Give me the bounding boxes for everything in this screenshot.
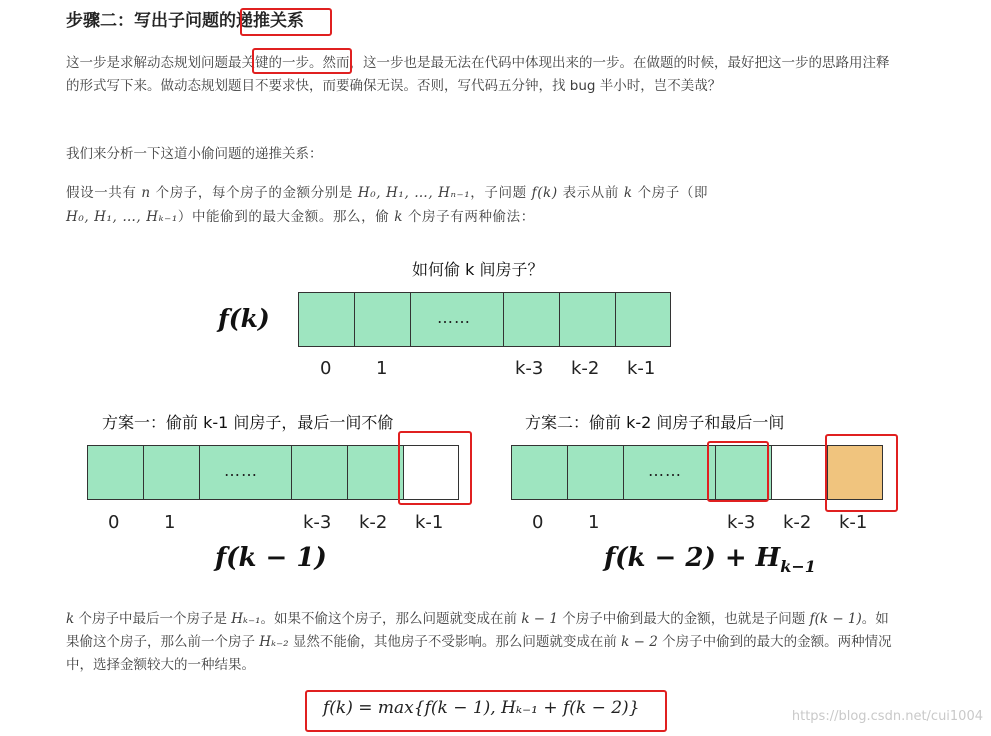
plan1-house-0 xyxy=(87,445,144,500)
p4-t1: 个房子中最后一个房子是 xyxy=(74,611,232,627)
plan2-k1-box xyxy=(825,434,898,512)
math-k-2: k xyxy=(394,209,404,225)
top-ellipsis: …… xyxy=(437,308,471,327)
para1-highlight-box xyxy=(252,48,352,74)
plan2-formula xyxy=(604,543,816,576)
p4-t4: 。如果偷这个房子，那么前一个房子 xyxy=(66,611,889,650)
top-house-0 xyxy=(298,292,355,347)
top-label-k2: k-2 xyxy=(571,358,600,379)
plan2-k3-box xyxy=(707,441,769,502)
p3-t1: 假设一共有 xyxy=(66,185,142,201)
paragraph-definition xyxy=(66,181,902,229)
math-h-sequence-k: H₀, H₁, …, Hₖ₋₁ xyxy=(66,209,178,225)
top-house-k3 xyxy=(503,292,560,347)
plan1-house-k3 xyxy=(291,445,348,500)
watermark: https://blog.csdn.net/cui1004 xyxy=(791,709,983,724)
top-label-k1: k-1 xyxy=(627,358,656,379)
p4-t3: 个房子中偷到最大的金额，也就是子问题 xyxy=(558,611,810,627)
top-label-0: 0 xyxy=(320,358,332,379)
p3-t5: 个房子（即 xyxy=(632,185,709,201)
plan1-label-k2: k-2 xyxy=(359,512,388,533)
p3-t3: ，子问题 xyxy=(470,185,532,201)
plan1-formula: f(k − 1) xyxy=(215,543,327,573)
p4-t5: 显然不能偷，其他房子不受影响。那么问题就变成在前 xyxy=(288,634,622,650)
paragraph-recurrence-explanation xyxy=(66,608,902,677)
p3-t2: 个房子，每个房子的金额分别是 xyxy=(150,185,358,201)
plan1-label-k3: k-3 xyxy=(303,512,332,533)
diagram-title: 如何偷 k 间房子？ xyxy=(412,260,544,279)
plan1-house-k2 xyxy=(347,445,404,500)
top-house-1 xyxy=(354,292,411,347)
plan2-label-k3: k-3 xyxy=(727,512,756,533)
plan2-formula-sub: k−1 xyxy=(780,557,816,576)
math-k: k xyxy=(623,185,633,201)
p4-t6: 个房子中偷到的最大的金额。两种情况中，选择金额较大的一种结果。 xyxy=(66,634,892,673)
plan2-label-1: 1 xyxy=(588,512,600,533)
top-label-k3: k-3 xyxy=(515,358,544,379)
heading-prefix: 步骤二：写出子问题的 xyxy=(66,11,236,31)
plan2-label-k2: k-2 xyxy=(783,512,812,533)
plan2-house-0 xyxy=(511,445,568,500)
top-label-1: 1 xyxy=(376,358,388,379)
para1-part2: 然而，这一步也是最无法在代码中体现出来的一步。在做题的时候，最好把这一步的思路用注释的形式写下来。做动态规划题目不要求快，而要确保无误。否则，写代码五分钟，找 bug 半小时，岂不美哉？ xyxy=(66,55,890,94)
recurrence-formula: f(k) = max{f(k − 1), Hₖ₋₁ + f(k − 2)} xyxy=(323,698,640,718)
top-house-k2 xyxy=(559,292,616,347)
math-f-k-minus-1: f(k − 1) xyxy=(809,611,862,627)
plan1-title: 方案一：偷前 k-1 间房子，最后一间不偷 xyxy=(102,413,394,432)
math-n: n xyxy=(141,185,151,201)
p3-t4: 表示从前 xyxy=(557,185,624,201)
p3-t7: 个房子有两种偷法： xyxy=(403,209,535,225)
top-formula: f(k) xyxy=(218,304,270,333)
plan1-skip-box xyxy=(398,431,472,505)
math-k-minus-1: k − 1 xyxy=(521,611,558,627)
p3-t6: ）中能偷到的最大金额。那么，偷 xyxy=(177,209,395,225)
plan2-label-k1: k-1 xyxy=(839,512,868,533)
heading-highlight-box xyxy=(240,8,332,36)
plan1-label-k1: k-1 xyxy=(415,512,444,533)
p4-t2: 。如果不偷这个房子，那么问题就变成在前 xyxy=(260,611,522,627)
math-h-sequence: H₀, H₁, …, Hₙ₋₁ xyxy=(357,185,471,201)
para1-part1: 这一步是求解动态规划问题 xyxy=(66,55,228,71)
math-hk1: Hₖ₋₁ xyxy=(231,611,261,627)
math-fk: f(k) xyxy=(531,185,558,201)
paragraph-intro: 我们来分析一下这道小偷问题的递推关系： xyxy=(66,146,323,162)
plan2-house-1 xyxy=(567,445,624,500)
plan1-ellipsis: …… xyxy=(224,461,258,480)
plan2-ellipsis: …… xyxy=(648,461,682,480)
para1-highlight: 最关键的一步。 xyxy=(228,55,323,71)
plan2-formula-main: f(k − 2) + H xyxy=(604,543,781,573)
plan1-label-0: 0 xyxy=(108,512,120,533)
math-k-minus-2: k − 2 xyxy=(621,634,658,650)
plan2-label-0: 0 xyxy=(532,512,544,533)
math-k-p4: k xyxy=(66,611,75,627)
plan1-label-1: 1 xyxy=(164,512,176,533)
heading-highlight: 递推关系 xyxy=(236,11,304,31)
plan2-house-k2 xyxy=(771,445,828,500)
plan2-title: 方案二：偷前 k-2 间房子和最后一间 xyxy=(525,413,785,432)
plan1-house-1 xyxy=(143,445,200,500)
top-house-k1 xyxy=(615,292,671,347)
math-hk2: Hₖ₋₂ xyxy=(259,634,289,650)
paragraph-key-step xyxy=(66,52,902,98)
